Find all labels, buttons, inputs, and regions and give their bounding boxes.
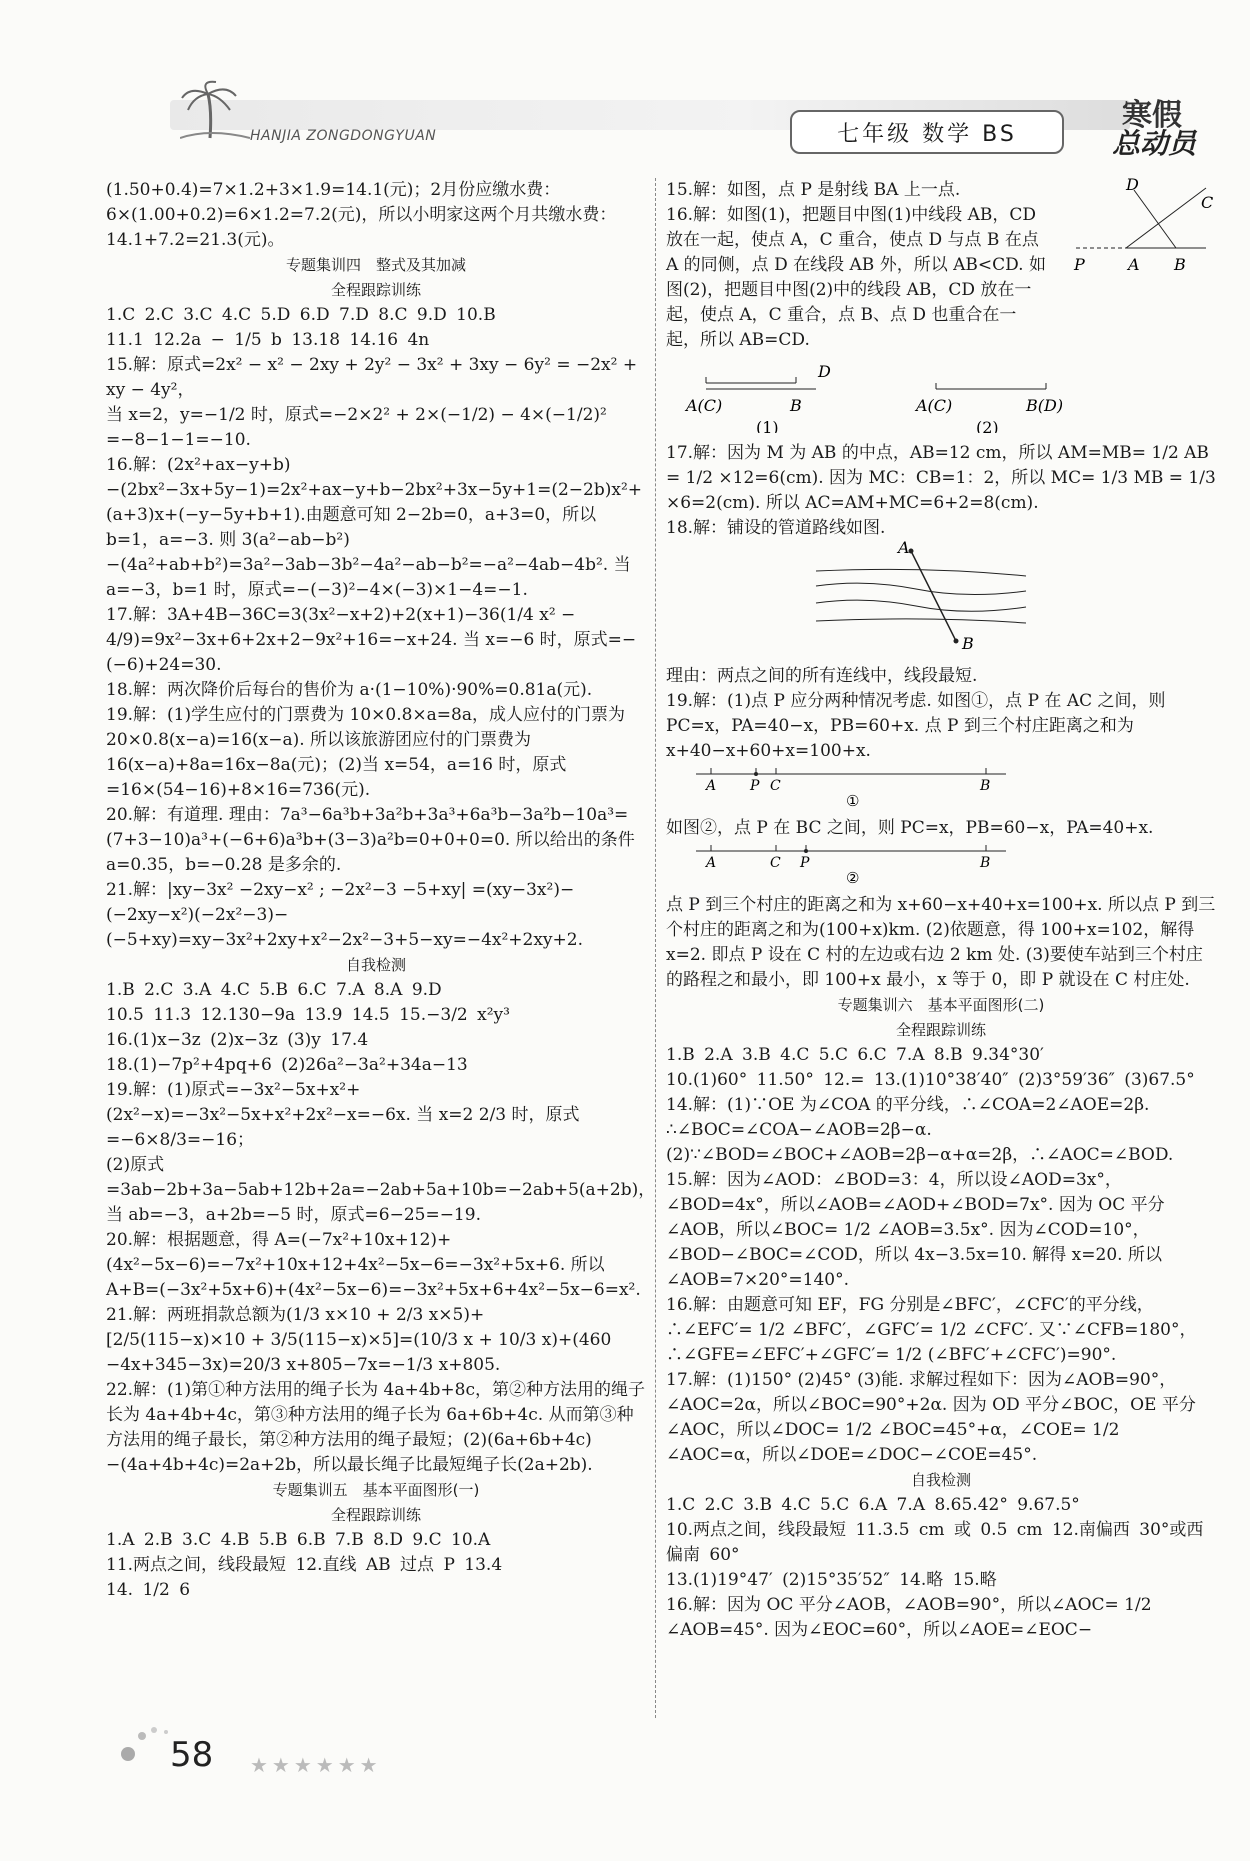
- answer-text: 19.解：(1)点 P 应分两种情况考虑. 如图①，点 P 在 AC 之间，则 PC=x，PA=40−x，PB=60+x. 点 P 到三个村庄距离之和为 x+40−x+60+x=100+x.: [666, 691, 1166, 761]
- answer-list: 1.C 2.C 3.C 4.C 5.D 6.D 7.D 8.C 9.D 10.B: [106, 305, 496, 325]
- answer-list: 10.5 11.3 12.130−9a 13.9 14.5 15.−3/2 x²y³: [106, 1005, 510, 1025]
- answer-list: 11.1 12.2a − 1/5 b 13.18 14.16 4n: [106, 330, 430, 350]
- answer-list: 1.B 2.A 3.B 4.C 5.C 6.C 7.A 8.B 9.34°30′: [666, 1045, 1044, 1065]
- figure-number-1: (1): [756, 418, 779, 433]
- answer-list: 1.A 2.B 3.C 4.B 5.B 6.B 7.B 8.D 9.C 10.A: [106, 1530, 491, 1550]
- palm-tree-icon: [180, 80, 250, 140]
- label-A-C: A(C): [916, 396, 953, 415]
- answer-list: 11.两点之间，线段最短 12.直线 AB 过点 P 13.4: [106, 1555, 503, 1575]
- answer-text: 15.解：如图，点 P 是射线 BA 上一点.: [666, 180, 961, 200]
- figure-number-circle-2: ②: [846, 869, 860, 885]
- section-subtitle: 自我检测: [910, 1471, 971, 1489]
- answer-list: 1.B 2.C 3.A 4.C 5.B 6.C 7.A 8.A 9.D: [106, 980, 442, 1000]
- column-divider: [655, 178, 657, 1718]
- answer-text: (1.50+0.4)=7×1.2+3×1.9=14.1(元)；2月份应缴水费：6×(1.00+0.2)=6×1.2=7.2(元)，所以小明家这两个月共缴水费：14.1+7.2=21.3(元)。: [106, 180, 617, 250]
- section-title: 专题集训五 基本平面图形(一): [272, 1481, 480, 1499]
- label-D: D: [1126, 178, 1139, 194]
- label-B: B: [980, 778, 991, 794]
- answer-list: 14. 1/2 6: [106, 1580, 191, 1600]
- segment-comparison-figure: [666, 353, 1206, 433]
- answer-text: 点 P 到三个村庄的距离之和为 x+60−x+40+x=100+x. 所以点 P 到三个村庄的距离之和为(100+x)km. (2)依题意，得 100+x=102，解得 x=2. 即点 P 设在 C 村的左边或右边 2 km 处. (3)要使车站到三个村庄的路程之和最小，即 100+x 最小，x 等于 0，即 P 就设在 C 村庄处.: [666, 895, 1216, 990]
- section-title: 专题集训六 基本平面图形(二): [837, 996, 1045, 1014]
- answer-text: 19.解：(1)学生应付的门票费为 10×0.8×a=8a，成人应付的门票为 20×0.8(x−a)=16(x−a). 所以该旅游团应付的门票费为 16(x−a)+8a=16x−8a(元)；(2)当 x=54，a=16 时，原式=16×(54−16)+8×16=736(元).: [106, 705, 626, 800]
- section-subtitle: 自我检测: [345, 956, 406, 974]
- answer-list: 13.(1)19°47′ (2)15°35′52″ 14.略 15.略: [666, 1570, 997, 1590]
- label-B-D: B(D): [1026, 396, 1064, 415]
- page-header: [0, 80, 1250, 160]
- answer-list: 10.两点之间，线段最短 11.3.5 cm 或 0.5 cm 12.南偏西 30°或西偏南 60°: [666, 1520, 1204, 1565]
- answer-text: 14.解：(1)∵OE 为∠COA 的平分线，∴∠COA=2∠AOE=2β. ∴∠BOC=∠COA−∠AOB=2β−α. (2)∵∠BOD=∠BOC+∠AOB=2β−α+α=2β，∴∠AOC=∠BOD.: [666, 1095, 1174, 1165]
- answer-text: 如图②，点 P 在 BC 之间，则 PC=x，PB=60−x，PA=40+x.: [666, 818, 1154, 838]
- answer-text: 17.解：因为 M 为 AB 的中点，AB=12 cm，所以 AM=MB= 1/2 AB = 1/2 ×12=6(cm). 因为 MC：CB=1：2，所以 MC= 1/3 MB = 1/3 ×6=2(cm). 所以 AC=AM+MC=6+2=8(cm).: [666, 443, 1216, 513]
- label-B: B: [1174, 255, 1186, 274]
- label-C: C: [770, 855, 781, 871]
- answer-list: 1.C 2.C 3.B 4.C 5.C 6.A 7.A 8.65.42° 9.67.5°: [666, 1495, 1080, 1515]
- left-column: [106, 178, 656, 1603]
- answer-text: 18.解：铺设的管道路线如图.: [666, 518, 886, 538]
- section-subtitle: 全程跟踪训练: [330, 281, 421, 299]
- section-subtitle: 全程跟踪训练: [895, 1021, 986, 1039]
- label-P: P: [750, 778, 760, 794]
- label-P: P: [1074, 255, 1085, 274]
- grade-subject-label: 七年级 数学 BS: [790, 110, 1064, 154]
- label-D: D: [818, 362, 831, 381]
- answer-text: 16.解：如图(1)，把题目中图(1)中线段 AB，CD 放在一起，使点 A，C 重合，使点 D 与点 B 在点 A 的同侧，点 D 在线段 AB 外，所以 AB<CD. 如图(2)，把题目中图(2)中的线段 AB，CD 放在一起，使点 A，C 重合，点 B、点 D 也重合在一起，所以 AB=CD.: [666, 205, 1046, 350]
- page-number: 58: [170, 1735, 214, 1775]
- answer-list: 10.(1)60° 11.50° 12.= 13.(1)10°38′40″ (2)3°59′36″ (3)67.5°: [666, 1070, 1195, 1090]
- brand-english: HANJIA ZONGDONGYUAN: [250, 128, 437, 144]
- figure-number-circle-1: ①: [846, 792, 860, 808]
- village-line-figure-2: [666, 841, 1206, 885]
- label-B: B: [980, 855, 991, 871]
- answer-text: −4x+345−3x)=20/3 x+805−7x=−1/3 x+805.: [106, 1355, 501, 1375]
- village-line-figure-1: [666, 764, 1206, 808]
- answer-text: 16.解：由题意可知 EF，FG 分别是∠BFC′，∠CFC′的平分线，∴∠EFC′= 1/2 ∠BFC′，∠GFC′= 1/2 ∠CFC′. 又∵∠CFB=180°，∴∠GFE=∠EFC′+∠GFC′= 1/2 (∠BFC′+∠CFC′)=90°.: [666, 1295, 1197, 1365]
- answer-text: 22.解：(1)第①种方法用的绳子长为 4a+4b+8c，第②种方法用的绳子长为 4a+4b+4c，第③种方法用的绳子长为 6a+6b+4c. 从而第③种方法用的绳子最长，第②种方法用的绳子最短；(2)(6a+6b+4c)−(4a+4b+4c)=2a+2b，所以最长绳子比最短绳子长(2a+2b).: [106, 1380, 645, 1475]
- label-C: C: [1201, 193, 1214, 212]
- answer-text: [2/5(115−x)×10 + 3/5(115−x)×5]=(10/3 x + 10/3 x)+(460: [106, 1330, 612, 1350]
- label-A-C: A(C): [686, 396, 723, 415]
- label-B: B: [962, 634, 974, 653]
- decorative-dots-icon: [118, 1722, 178, 1762]
- answer-text: 15.解：原式=2x² − x² − 2xy + 2y² − 3x² + 3xy − 6y² = −2x² + xy − 4y²，: [106, 355, 638, 400]
- label-C: C: [770, 778, 781, 794]
- answer-text: 15.解：因为∠AOD：∠BOD=3：4，所以设∠AOD=3x°，∠BOD=4x°，所以∠AOB=∠AOD+∠BOD=7x°. 因为 OC 平分∠AOB，所以∠BOC= 1/2 ∠AOB=3.5x°. 因为∠COD=10°，∠BOD−∠BOC=∠COD，所以 4x−3.5x=10. 解得 x=20. 所以∠AOB=7×20°=140°.: [666, 1170, 1165, 1290]
- answer-text: (2)原式=3ab−2b+3a−5ab+12b+2a=−2ab+5a+10b=−2ab+5(a+2b)，当 ab=−3，a+2b=−5 时，原式=6−25=−19.: [106, 1155, 656, 1225]
- ray-diagram: [1056, 178, 1216, 288]
- right-column: [666, 178, 1216, 1643]
- answer-text: 21.解：|xy−3x² −2xy−x² ; −2x²−3 −5+xy| =(xy−3x²)−(−2xy−x²)(−2x²−3)−(−5+xy)=xy−3x²+2xy+x²−2x²−3+5−xy=−4x²+2xy+2.: [106, 880, 583, 950]
- answer-text: 21.解：两班捐款总额为(1/3 x×10 + 2/3 x×5)+: [106, 1305, 485, 1325]
- answer-text: 20.解：根据题意，得 A=(−7x²+10x+12)+(4x²−5x−6)=−7x²+10x+12+4x²−5x−6=−3x²+5x+6. 所以 A+B=(−3x²+5x+6)+(4x²−5x−6)=−3x²+5x+6+4x²−5x−6=x².: [106, 1230, 641, 1300]
- answer-text: 理由：两点之间的所有连线中，线段最短.: [666, 666, 978, 686]
- answer-text: 16.解：(2x²+ax−y+b)−(2bx²−3x+5y−1)=2x²+ax−y+b−2bx²+3x−5y+1=(2−2b)x²+(a+3)x+(−y−5y+b+1).由题意可知 2−2b=0，a+3=0，所以 b=1，a=−3. 则 3(a²−ab−b²)−(4a²+ab+b²)=3a²−3ab−3b²−4a²−ab−b²=−a²−4ab−4b². 当 a=−3，b=1 时，原式=−(−3)²−4×(−3)×1−4=−1.: [106, 455, 643, 600]
- logo-line1: 寒假: [1122, 98, 1182, 133]
- answer-text: 17.解：(1)150° (2)45° (3)能. 求解过程如下：因为∠AOB=90°，∠AOC=2α，所以∠BOC=90°+2α. 因为 OD 平分∠BOC，OE 平分∠AOC，所以∠DOC= 1/2 ∠BOC=45°+α，∠COE= 1/2 ∠AOC=α，所以∠DOE=∠DOC−∠COE=45°.: [666, 1370, 1196, 1465]
- section-subtitle: 全程跟踪训练: [330, 1506, 421, 1524]
- logo-line2: 总动员: [1112, 127, 1197, 160]
- figure-number-2: (2): [976, 418, 999, 433]
- label-A: A: [1128, 255, 1140, 274]
- label-B: B: [790, 396, 802, 415]
- answer-list: 16.(1)x−3z (2)x−3z (3)y 17.4: [106, 1030, 369, 1050]
- river-pipe-figure: [666, 541, 1206, 656]
- answer-list: 18.(1)−7p²+4pq+6 (2)26a²−3a²+34a−13: [106, 1055, 468, 1075]
- star-rating-decoration: ★★★★★★: [250, 1753, 382, 1777]
- label-A: A: [898, 541, 910, 557]
- answer-text: 16.解：因为 OC 平分∠AOB，∠AOB=90°，所以∠AOC= 1/2 ∠AOB=45°. 因为∠EOC=60°，所以∠AOE=∠EOC−: [666, 1595, 1152, 1640]
- answer-text: 18.解：两次降价后每台的售价为 a·(1−10%)·90%=0.81a(元).: [106, 680, 593, 700]
- label-P: P: [800, 855, 810, 871]
- series-logo: [1112, 90, 1222, 160]
- label-A: A: [706, 855, 717, 871]
- answer-text: 17.解：3A+4B−36C=3(3x²−x+2)+2(x+1)−36(1/4 x² − 4/9)=9x²−3x+6+2x+2−9x²+16=−x+24. 当 x=−6 时，原式=−(−6)+24=30.: [106, 605, 637, 675]
- answer-text: 20.解：有道理. 理由：7a³−6a³b+3a²b+3a³+6a³b−3a²b−10a³=(7+3−10)a³+(−6+6)a³b+(3−3)a²b=0+0+0=0. 所以给出的条件 a=0.35，b=−0.28 是多余的.: [106, 805, 635, 875]
- section-title: 专题集训四 整式及其加减: [285, 256, 466, 274]
- label-A: A: [706, 778, 717, 794]
- answer-text: 当 x=2，y=−1/2 时，原式=−2×2² + 2×(−1/2) − 4×(−1/2)² =−8−1−1=−10.: [106, 405, 607, 450]
- answer-text: 19.解：(1)原式=−3x²−5x+x²+(2x²−x)=−3x²−5x+x²+2x²−x=−6x. 当 x=2 2/3 时，原式=−6×8/3=−16；: [106, 1080, 580, 1150]
